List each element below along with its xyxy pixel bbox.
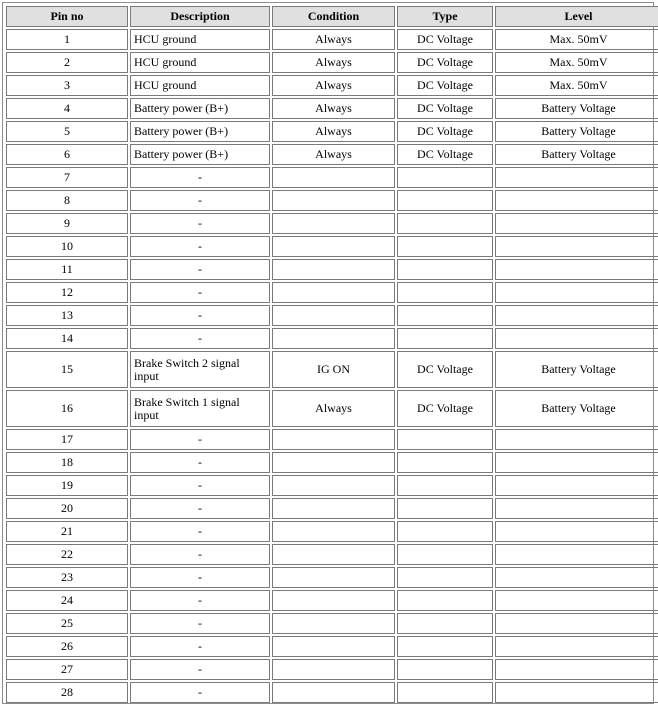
description-cell: -: [130, 259, 270, 280]
table-row: [6, 429, 658, 450]
condition-cell: Always: [272, 75, 395, 96]
level-cell: [495, 613, 658, 634]
table-row: [6, 567, 658, 588]
description-cell: -: [130, 590, 270, 611]
condition-cell: Always: [272, 29, 395, 50]
condition-cell: [272, 429, 395, 450]
description-cell: -: [130, 498, 270, 519]
table-row: [6, 259, 658, 280]
table-row: [6, 75, 658, 96]
header-condition: Condition: [272, 6, 395, 27]
type-cell: [397, 521, 493, 542]
header-row: [6, 6, 658, 27]
table-row: [6, 144, 658, 165]
table-row: [6, 213, 658, 234]
pin-cell: 1: [6, 29, 128, 50]
pin-cell: 13: [6, 305, 128, 326]
table-row: [6, 167, 658, 188]
pin-cell: 6: [6, 144, 128, 165]
condition-cell: Always: [272, 121, 395, 142]
type-cell: [397, 167, 493, 188]
description-cell: -: [130, 636, 270, 657]
table-row: [6, 305, 658, 326]
level-cell: [495, 236, 658, 257]
type-cell: [397, 282, 493, 303]
level-cell: Max. 50mV: [495, 29, 658, 50]
type-cell: DC Voltage: [397, 390, 493, 427]
pin-cell: 8: [6, 190, 128, 211]
pin-cell: 9: [6, 213, 128, 234]
level-cell: [495, 259, 658, 280]
description-cell: Battery power (B+): [130, 121, 270, 142]
table-row: [6, 452, 658, 473]
type-cell: [397, 636, 493, 657]
condition-cell: [272, 521, 395, 542]
pin-cell: 14: [6, 328, 128, 349]
table-row: [6, 52, 658, 73]
condition-cell: [272, 567, 395, 588]
level-cell: [495, 682, 658, 703]
type-cell: [397, 213, 493, 234]
level-cell: [495, 328, 658, 349]
type-cell: [397, 452, 493, 473]
type-cell: [397, 259, 493, 280]
description-cell: -: [130, 429, 270, 450]
table-row: [6, 121, 658, 142]
type-cell: [397, 328, 493, 349]
level-cell: Battery Voltage: [495, 390, 658, 427]
header-description: Description: [130, 6, 270, 27]
table-row: [6, 682, 658, 703]
level-cell: [495, 429, 658, 450]
level-cell: Max. 50mV: [495, 75, 658, 96]
type-cell: DC Voltage: [397, 75, 493, 96]
level-cell: [495, 498, 658, 519]
level-cell: [495, 544, 658, 565]
pin-cell: 18: [6, 452, 128, 473]
description-cell: -: [130, 567, 270, 588]
description-cell: HCU ground: [130, 75, 270, 96]
pin-cell: 24: [6, 590, 128, 611]
type-cell: DC Voltage: [397, 144, 493, 165]
table-row: [6, 390, 658, 427]
condition-cell: Always: [272, 390, 395, 427]
pin-cell: 16: [6, 390, 128, 427]
level-cell: [495, 590, 658, 611]
table-row: [6, 544, 658, 565]
pin-cell: 22: [6, 544, 128, 565]
description-cell: Battery power (B+): [130, 144, 270, 165]
pin-cell: 7: [6, 167, 128, 188]
type-cell: [397, 567, 493, 588]
description-cell: Brake Switch 1 signal input: [130, 390, 270, 427]
type-cell: DC Voltage: [397, 121, 493, 142]
table-row: [6, 498, 658, 519]
condition-cell: IG ON: [272, 351, 395, 388]
description-cell: -: [130, 659, 270, 680]
condition-cell: [272, 590, 395, 611]
condition-cell: [272, 682, 395, 703]
pin-cell: 17: [6, 429, 128, 450]
level-cell: [495, 167, 658, 188]
condition-cell: [272, 636, 395, 657]
condition-cell: [272, 282, 395, 303]
pin-cell: 26: [6, 636, 128, 657]
description-cell: -: [130, 521, 270, 542]
header-pin: Pin no: [6, 6, 128, 27]
level-cell: [495, 282, 658, 303]
level-cell: [495, 305, 658, 326]
description-cell: -: [130, 167, 270, 188]
type-cell: DC Voltage: [397, 98, 493, 119]
condition-cell: [272, 498, 395, 519]
level-cell: Battery Voltage: [495, 121, 658, 142]
table-row: [6, 236, 658, 257]
condition-cell: [272, 475, 395, 496]
pin-cell: 5: [6, 121, 128, 142]
table-row: [6, 351, 658, 388]
condition-cell: [272, 213, 395, 234]
description-cell: HCU ground: [130, 52, 270, 73]
condition-cell: [272, 305, 395, 326]
description-cell: -: [130, 305, 270, 326]
type-cell: DC Voltage: [397, 52, 493, 73]
table-body: [6, 29, 658, 703]
description-cell: -: [130, 282, 270, 303]
type-cell: [397, 498, 493, 519]
pin-cell: 2: [6, 52, 128, 73]
pin-cell: 12: [6, 282, 128, 303]
level-cell: Max. 50mV: [495, 52, 658, 73]
level-cell: Battery Voltage: [495, 98, 658, 119]
pin-cell: 20: [6, 498, 128, 519]
description-cell: -: [130, 190, 270, 211]
type-cell: [397, 190, 493, 211]
condition-cell: [272, 328, 395, 349]
type-cell: [397, 429, 493, 450]
condition-cell: [272, 544, 395, 565]
pin-cell: 21: [6, 521, 128, 542]
type-cell: [397, 682, 493, 703]
type-cell: DC Voltage: [397, 29, 493, 50]
table-row: [6, 636, 658, 657]
table-row: [6, 98, 658, 119]
description-cell: -: [130, 452, 270, 473]
condition-cell: Always: [272, 144, 395, 165]
pin-cell: 27: [6, 659, 128, 680]
level-cell: [495, 475, 658, 496]
table-row: [6, 328, 658, 349]
type-cell: [397, 613, 493, 634]
table-row: [6, 613, 658, 634]
type-cell: [397, 305, 493, 326]
description-cell: HCU ground: [130, 29, 270, 50]
header-level: Level: [495, 6, 658, 27]
type-cell: [397, 236, 493, 257]
condition-cell: [272, 190, 395, 211]
pin-table: [4, 4, 658, 705]
table-row: [6, 282, 658, 303]
level-cell: [495, 521, 658, 542]
level-cell: [495, 190, 658, 211]
condition-cell: [272, 259, 395, 280]
pin-cell: 19: [6, 475, 128, 496]
pin-cell: 23: [6, 567, 128, 588]
level-cell: Battery Voltage: [495, 144, 658, 165]
condition-cell: [272, 452, 395, 473]
level-cell: [495, 213, 658, 234]
pin-cell: 28: [6, 682, 128, 703]
description-cell: -: [130, 236, 270, 257]
level-cell: [495, 452, 658, 473]
description-cell: -: [130, 682, 270, 703]
level-cell: [495, 636, 658, 657]
description-cell: -: [130, 328, 270, 349]
table-row: [6, 475, 658, 496]
type-cell: DC Voltage: [397, 351, 493, 388]
type-cell: [397, 475, 493, 496]
level-cell: [495, 567, 658, 588]
pin-cell: 4: [6, 98, 128, 119]
condition-cell: [272, 659, 395, 680]
type-cell: [397, 544, 493, 565]
description-cell: -: [130, 613, 270, 634]
table-row: [6, 190, 658, 211]
level-cell: [495, 659, 658, 680]
pin-cell: 11: [6, 259, 128, 280]
table-row: [6, 659, 658, 680]
description-cell: Battery power (B+): [130, 98, 270, 119]
condition-cell: [272, 167, 395, 188]
description-cell: Brake Switch 2 signal input: [130, 351, 270, 388]
condition-cell: Always: [272, 98, 395, 119]
description-cell: -: [130, 213, 270, 234]
table-row: [6, 29, 658, 50]
header-type: Type: [397, 6, 493, 27]
description-cell: -: [130, 544, 270, 565]
table-row: [6, 590, 658, 611]
type-cell: [397, 590, 493, 611]
pin-cell: 15: [6, 351, 128, 388]
level-cell: Battery Voltage: [495, 351, 658, 388]
table-row: [6, 521, 658, 542]
condition-cell: [272, 236, 395, 257]
type-cell: [397, 659, 493, 680]
pin-cell: 25: [6, 613, 128, 634]
condition-cell: [272, 613, 395, 634]
condition-cell: Always: [272, 52, 395, 73]
pin-cell: 10: [6, 236, 128, 257]
description-cell: -: [130, 475, 270, 496]
pin-cell: 3: [6, 75, 128, 96]
